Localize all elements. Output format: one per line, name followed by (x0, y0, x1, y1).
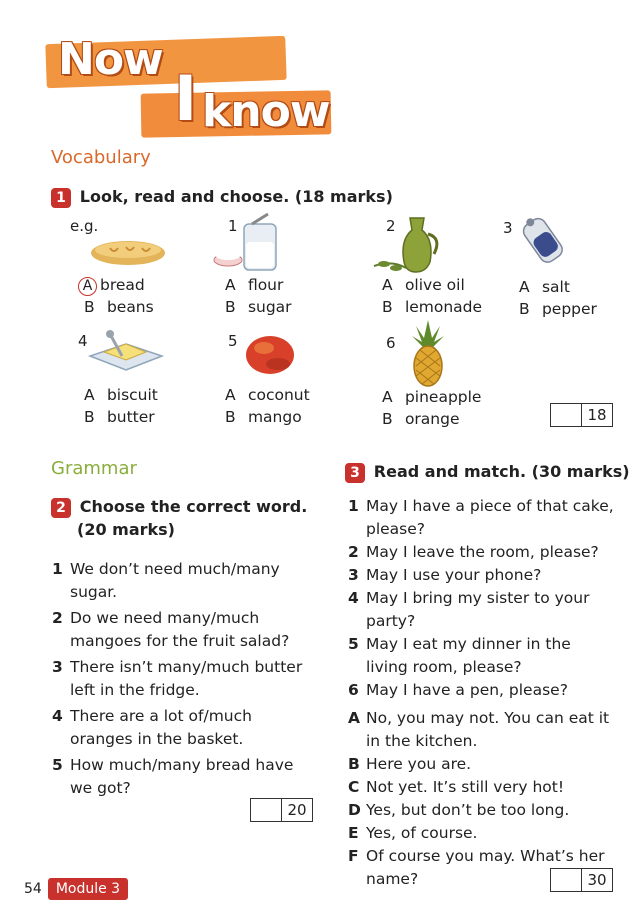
match-answer[interactable]: C Not yet. It’s still very hot! (348, 778, 565, 796)
vocab-option-b[interactable]: B pepper (519, 300, 597, 318)
match-question[interactable]: 3 May I use your phone? (348, 566, 542, 584)
task-2-heading (51, 497, 321, 539)
banner-word-know: know (202, 86, 330, 137)
vocab-option-b[interactable]: B orange (382, 410, 460, 428)
match-answer-list (348, 707, 616, 891)
butter-dish-icon (86, 326, 166, 376)
match-question[interactable]: 1 May I have a piece of that cake, please? (348, 497, 614, 538)
grammar-item-list (52, 558, 314, 800)
match-answer[interactable]: D Yes, but don’t be too long. (348, 801, 570, 819)
grammar-item[interactable]: 1 We don’t need much/many sugar. (52, 560, 280, 601)
olive-oil-jug-icon (372, 210, 452, 276)
vocab-item-label: 5 (228, 332, 238, 350)
vocab-option-a[interactable]: A pineapple (382, 388, 482, 406)
score-max: 20 (287, 801, 307, 819)
match-question[interactable]: 2 May I leave the room, please? (348, 543, 599, 561)
task-1-text: Look, read and choose. (18 marks) (79, 187, 393, 206)
vocab-option-b[interactable]: B lemonade (382, 298, 483, 316)
page-footer (24, 878, 128, 900)
task-2-marks: (20 marks) (77, 520, 175, 539)
banner-word-i: I (174, 62, 197, 135)
vocab-option-b[interactable]: B beans (84, 298, 154, 316)
match-question-list (348, 495, 616, 702)
answer-circle: A (78, 277, 97, 296)
match-answer[interactable]: A No, you may not. You can eat it in the kitchen. (348, 709, 610, 750)
task-3-heading (345, 462, 630, 483)
module-tab: Module 3 (48, 878, 128, 900)
banner-word-now: Now (58, 34, 163, 85)
now-i-know-banner (46, 22, 331, 137)
vocab-option-b[interactable]: B sugar (225, 298, 292, 316)
grammar-item[interactable]: 5 How much/many bread have we got? (52, 756, 294, 797)
match-question[interactable]: 5 May I eat my dinner in the living room, please? (348, 635, 571, 676)
vocab-option-a[interactable]: A flour (225, 276, 284, 294)
score-box-match[interactable] (550, 868, 613, 892)
score-max: 18 (587, 406, 607, 424)
vocab-item-label: 1 (228, 217, 238, 235)
vocab-item-label: 2 (386, 217, 396, 235)
match-answer[interactable]: B Here you are. (348, 755, 472, 773)
vocabulary-title: Vocabulary (51, 147, 151, 168)
vocab-option-a[interactable]: A bread (78, 274, 145, 296)
task-number-badge: 3 (345, 463, 365, 483)
mango-icon (244, 334, 296, 376)
vocab-option-a[interactable]: A olive oil (382, 276, 465, 294)
task-2-text: Choose the correct word. (79, 497, 308, 516)
score-max: 30 (587, 871, 607, 889)
vocab-option-a[interactable]: A salt (519, 278, 570, 296)
match-question[interactable]: 6 May I have a pen, please? (348, 681, 568, 699)
vocab-item-label: 6 (386, 334, 396, 352)
vocab-option-a[interactable]: A coconut (225, 386, 310, 404)
grammar-item[interactable]: 3 There isn’t many/much butter left in the fridge. (52, 658, 303, 699)
score-input-blank[interactable] (251, 799, 282, 821)
sugar-bowl-icon (212, 210, 284, 274)
score-box-grammar[interactable] (250, 798, 313, 822)
score-input-blank[interactable] (551, 869, 582, 891)
match-answer[interactable]: E Yes, of course. (348, 824, 478, 842)
vocab-item-label: 3 (503, 219, 513, 237)
score-input-blank[interactable] (551, 404, 582, 426)
score-box-vocabulary[interactable] (550, 403, 613, 427)
pepper-grinder-icon (514, 208, 574, 272)
task-number-badge: 2 (51, 498, 71, 518)
vocab-item-label: 4 (78, 332, 88, 350)
match-answer[interactable]: F Of course you may. What’s her name? (348, 847, 605, 888)
bread-icon (90, 238, 166, 266)
task-3-text: Read and match. (30 marks) (373, 462, 630, 481)
grammar-title: Grammar (51, 458, 137, 479)
vocab-option-b[interactable]: B butter (84, 408, 155, 426)
grammar-item[interactable]: 4 There are a lot of/much oranges in the basket. (52, 707, 252, 748)
task-number-badge: 1 (51, 188, 71, 208)
grammar-item[interactable]: 2 Do we need many/much mangoes for the fruit salad? (52, 609, 290, 650)
vocab-item-label: e.g. (70, 217, 99, 235)
page-number: 54 (24, 881, 42, 897)
match-question[interactable]: 4 May I bring my sister to your party? (348, 589, 590, 630)
vocab-option-a[interactable]: A biscuit (84, 386, 158, 404)
vocab-option-b[interactable]: B mango (225, 408, 302, 426)
task-1-heading (51, 187, 393, 208)
pineapple-icon (406, 318, 450, 388)
